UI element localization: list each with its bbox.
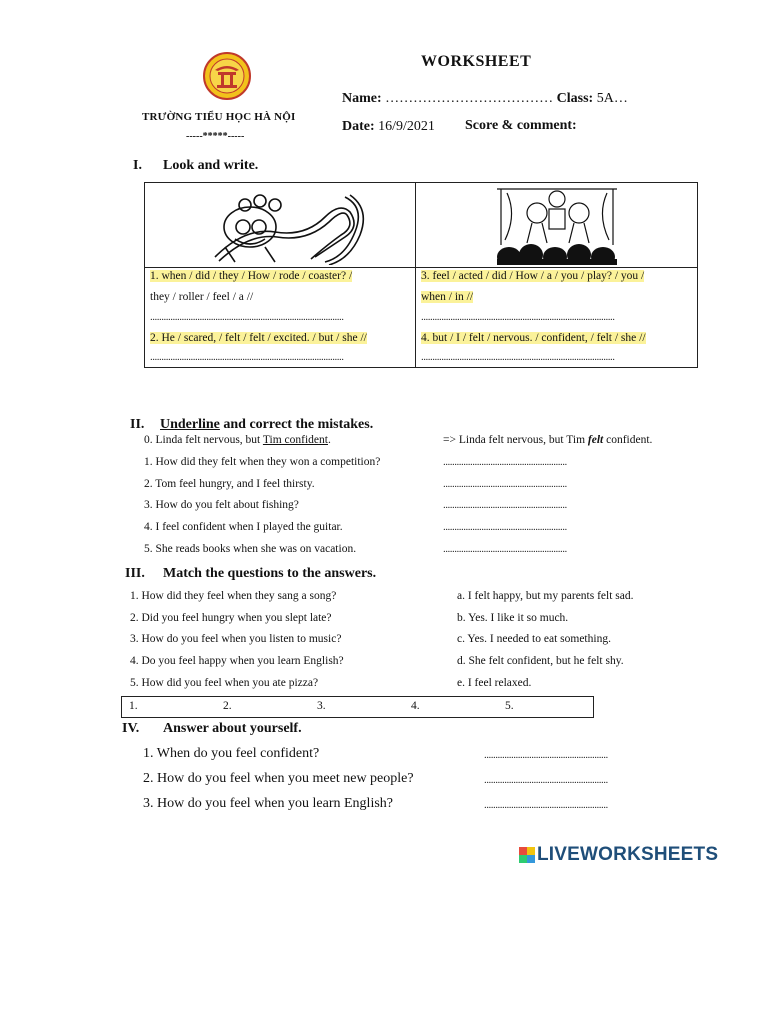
match-answer: e. I feel relaxed.: [457, 677, 532, 689]
cell-1-line-2: they / roller / feel / a //: [150, 291, 254, 303]
date-value: 16/9/2021: [378, 119, 435, 134]
date-line: [342, 119, 435, 135]
match-answer: d. She felt confident, but he felt shy.: [457, 655, 624, 667]
name-class-line: [342, 91, 628, 107]
about-yourself-answer-line[interactable]: .......................................................: [484, 799, 608, 811]
section-2-answer-line[interactable]: .......................................................: [443, 521, 567, 533]
about-yourself-answer-line[interactable]: .......................................................: [484, 749, 608, 761]
match-slot-5[interactable]: 5.: [505, 700, 514, 712]
section-2-answer-line[interactable]: .......................................................: [443, 543, 567, 555]
section-2-example: 0. Linda felt nervous, but Tim confident.: [144, 434, 331, 446]
look-and-write-table: [144, 182, 698, 368]
match-question: 5. How did you feel when you ate pizza?: [130, 677, 319, 689]
date-label: Date:: [342, 119, 375, 134]
section-4-number: IV.: [122, 721, 140, 736]
section-4-heading: [122, 721, 302, 737]
section-2-answer-line[interactable]: .......................................................: [443, 478, 567, 490]
section-1-title: Look and write.: [163, 158, 259, 173]
section-2-example-answer: => Linda felt nervous, but Tim felt confident.: [443, 434, 653, 446]
section-2-title-underlined: Underline: [160, 417, 220, 432]
cell-2-answer-line[interactable]: ......................................................................................: [150, 351, 344, 363]
section-3-title: Match the questions to the answers.: [163, 566, 377, 581]
section-2-number: II.: [130, 417, 145, 432]
score-label: Score & comment:: [465, 118, 577, 133]
match-slot-1[interactable]: 1.: [129, 700, 138, 712]
match-answer: a. I felt happy, but my parents felt sad.: [457, 590, 634, 602]
school-name: TRƯỜNG TIỂU HỌC HÀ NỘI: [142, 111, 296, 123]
section-2-item: 2. Tom feel hungry, and I feel thirsty.: [144, 478, 315, 490]
school-play-image: [497, 185, 617, 265]
match-answer-box: [121, 696, 594, 718]
match-question: 3. How do you feel when you listen to music?: [130, 633, 342, 645]
name-field[interactable]: ………………………………: [385, 91, 554, 106]
section-1-heading: [133, 158, 258, 174]
section-2-title-rest: and correct the mistakes.: [219, 417, 374, 432]
section-2-item: 3. How do you felt about fishing?: [144, 499, 299, 511]
match-question: 1. How did they feel when they sang a song?: [130, 590, 337, 602]
match-slot-4[interactable]: 4.: [411, 700, 420, 712]
match-question: 4. Do you feel happy when you learn English?: [130, 655, 344, 667]
section-3-heading: [125, 566, 376, 582]
section-2-item: 5. She reads books when she was on vacation.: [144, 543, 357, 555]
liveworksheets-icon: [519, 847, 535, 863]
section-1-number: I.: [133, 158, 142, 173]
section-2-heading: [130, 417, 373, 433]
liveworksheets-text: LIVEWORKSHEETS: [537, 844, 719, 865]
match-answer: c. Yes. I needed to eat something.: [457, 633, 611, 645]
match-slot-2[interactable]: 2.: [223, 700, 232, 712]
match-answer: b. Yes. I like it so much.: [457, 612, 569, 624]
cell-4-answer-line[interactable]: ......................................................................................: [421, 351, 615, 363]
liveworksheets-logo: [519, 844, 718, 866]
page-title: WORKSHEET: [421, 53, 532, 70]
section-2-answer-line[interactable]: .......................................................: [443, 499, 567, 511]
about-yourself-question: 3. How do you feel when you learn English?: [143, 796, 393, 811]
section-2-item: 1. How did they felt when they won a competition?: [144, 456, 381, 468]
school-logo-icon: [203, 52, 251, 100]
section-3-number: III.: [125, 566, 145, 581]
match-question: 2. Did you feel hungry when you slept late?: [130, 612, 332, 624]
section-4-title: Answer about yourself.: [163, 721, 302, 736]
section-2-item: 4. I feel confident when I played the guitar.: [144, 521, 343, 533]
cell-3-line-1: 3. feel / acted / did / How / a / you / play? / you /: [421, 270, 645, 282]
roller-coaster-image: [205, 187, 365, 265]
about-yourself-answer-line[interactable]: .......................................................: [484, 774, 608, 786]
class-label: Class:: [556, 91, 594, 106]
match-slot-3[interactable]: 3.: [317, 700, 326, 712]
cell-4-line-1: 4. but / I / felt / nervous. / confident, / felt / she //: [421, 332, 646, 344]
cell-1-answer-line[interactable]: ......................................................................................: [150, 311, 344, 323]
about-yourself-question: 1. When do you feel confident?: [143, 746, 320, 761]
about-yourself-question: 2. How do you feel when you meet new people?: [143, 771, 414, 786]
section-2-answer-line[interactable]: .......................................................: [443, 456, 567, 468]
name-label: Name:: [342, 91, 382, 106]
score-comment: [465, 118, 577, 134]
cell-3-line-2: when / in //: [421, 291, 474, 303]
school-stars: -----*****-----: [186, 131, 245, 142]
class-value: 5A…: [596, 91, 628, 106]
cell-2-line-1: 2. He / scared, / felt / felt / excited. / but / she //: [150, 332, 367, 344]
cell-3-answer-line[interactable]: ......................................................................................: [421, 311, 615, 323]
cell-1-line-1: 1. when / did / they / How / rode / coaster? /: [150, 270, 353, 282]
